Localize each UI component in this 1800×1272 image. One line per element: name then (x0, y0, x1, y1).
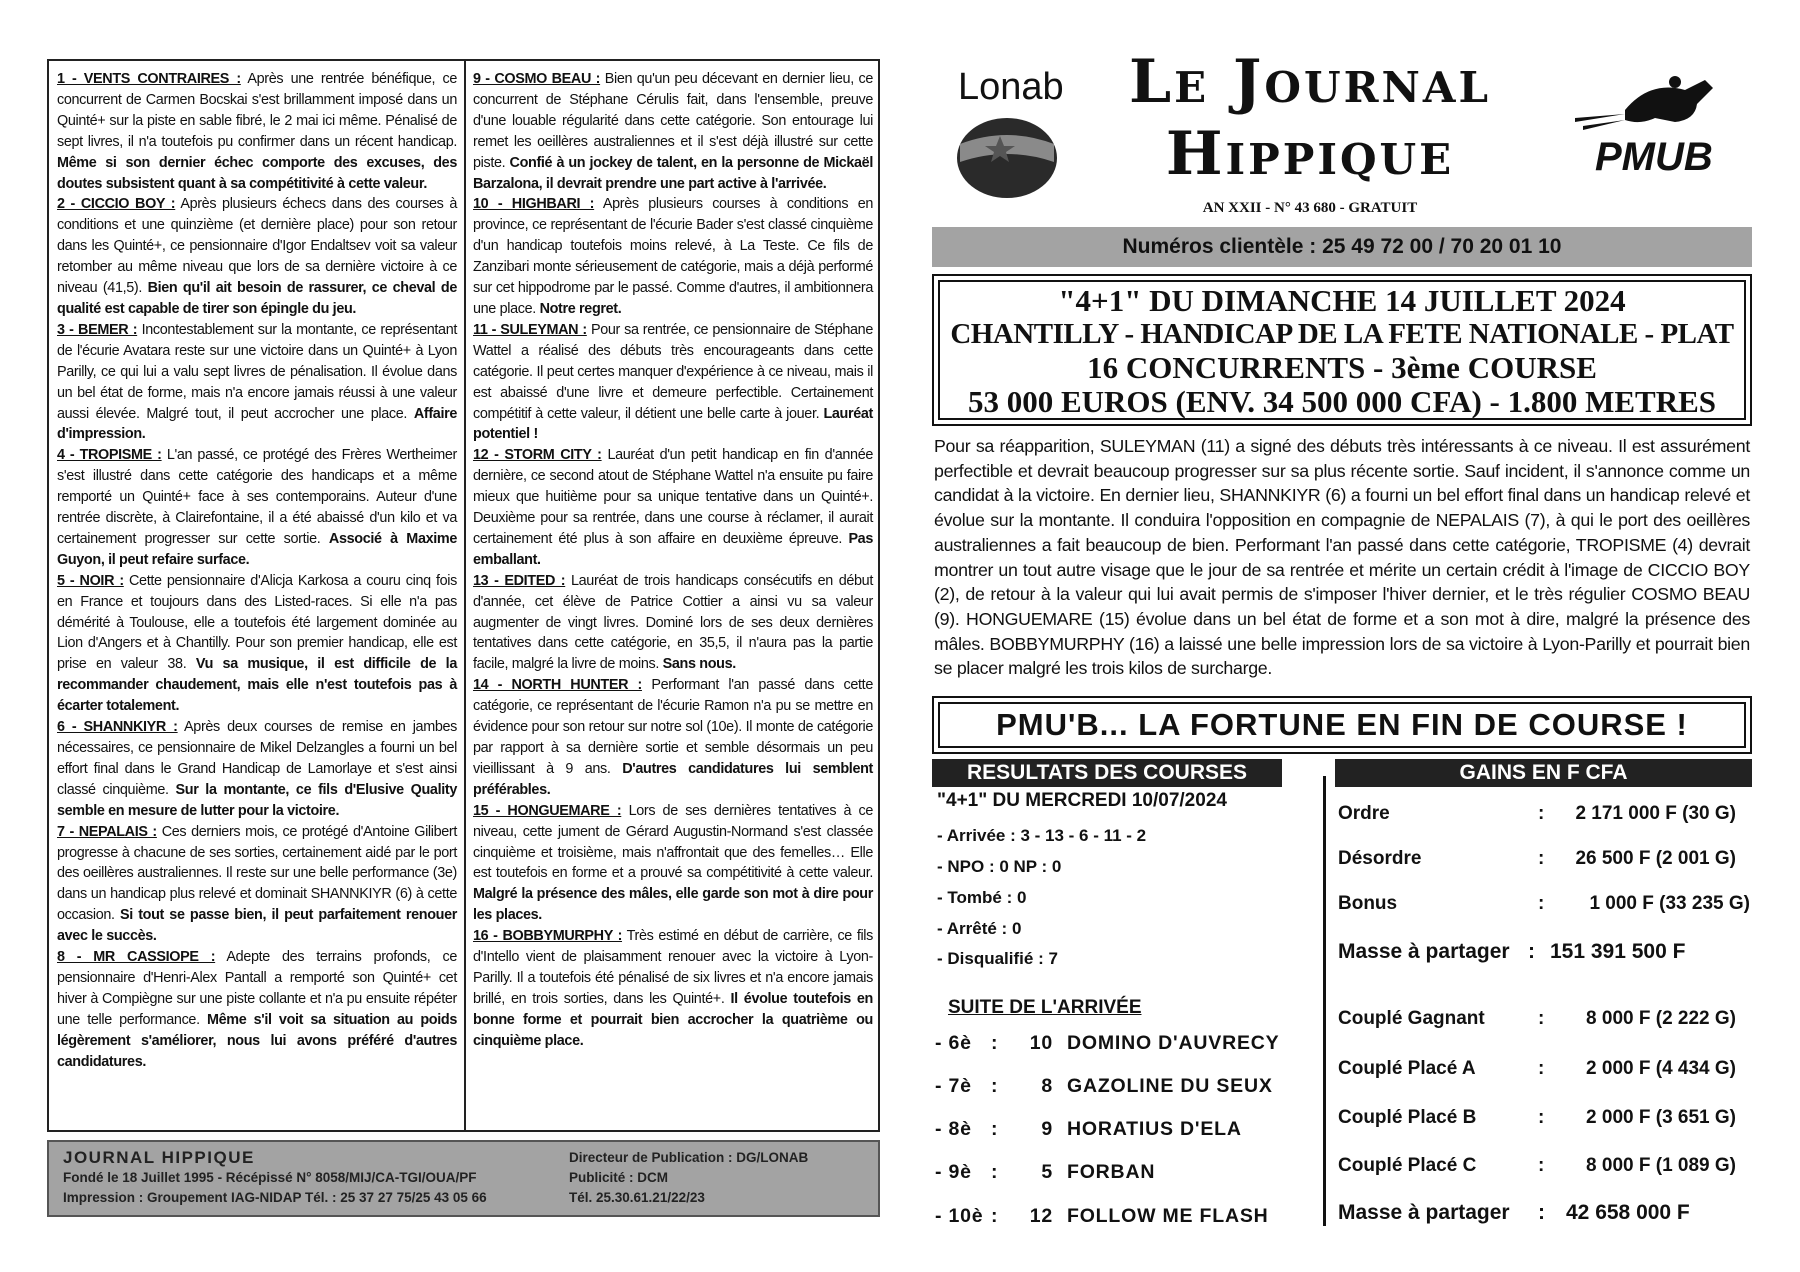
footer-director: Directeur de Publication : DG/LONAB (569, 1150, 809, 1165)
footer-journal-name: JOURNAL HIPPIQUE (63, 1148, 255, 1167)
horse-entry (57, 69, 457, 194)
gain-label: Désordre (1338, 848, 1422, 869)
gain-value: 2 000 F (4 434 G) (1586, 1058, 1736, 1079)
horse-entry-text: Lauréat de trois handicaps consécutifs en début d'année, cet élève de Patrice Cottier a ainsi vu sa valeur augmenter de vingt livres. Dominé lors de ses deux dernières tentatives dans cette catégorie, en 35,5, il n'aura pas la partie facile, malgré la livre de moins. (473, 572, 873, 673)
horse-entry-verdict: Pas emballant. (473, 530, 873, 568)
horse-entry-verdict: Lauréat potentiel ! (473, 405, 873, 443)
horse-entry-verdict: D'autres candidatures lui semblent préférables. (473, 760, 873, 798)
suite-horse-name: GAZOLINE DU SEUX (1067, 1075, 1273, 1097)
suite-colon: : (991, 1075, 999, 1097)
horse-entry (57, 194, 457, 319)
horse-entry-text: Ces derniers mois, ce protégé d'Antoine Gilibert progresse à chacune de ses sorties, certainement aidé par le port des oeillères australiennes. Il reste sur une belle performance (3e) dans un handicap plus relevé et dominait SHANNKIYR (6) à cette occasion. (57, 823, 458, 924)
customer-phone-bar: Numéros clientèle : 25 49 72 00 / 70 20 01 10 (932, 227, 1752, 267)
horse-entry-header: 1 - VENTS CONTRAIRES : (57, 71, 241, 87)
horse-entry-verdict: Même s'il voit sa situation au poids légèrement s'améliorer, nous lui avons préféré d'autres candidatures. (57, 1011, 457, 1070)
issue-number: AN XXII - N° 43 680 - GRATUIT (1202, 200, 1418, 216)
horse-entry-verdict: Bien qu'il ait besoin de rassurer, ce cheval de qualité est capable de tirer son épingle du jeu. (57, 280, 457, 317)
suite-colon: : (991, 1161, 999, 1183)
gain-value: 42 658 000 F (1566, 1201, 1690, 1224)
horse-entry-verdict: Confié à un jockey de talent, en la personne de Mickaël Barzalona, il devrait prendre une part active à l'arrivée. (473, 154, 873, 192)
gain-value: 8 000 F (2 222 G) (1586, 1008, 1736, 1029)
pmub-wordmark: PMUB (1595, 135, 1713, 179)
horse-entry-verdict: Même si son dernier échec comporte des excuses, des doutes subsistent quant à sa compétitivité à cette valeur. (57, 154, 457, 192)
suite-number: 12 (1029, 1205, 1053, 1227)
lonab-wordmark: Lonab (958, 66, 1064, 108)
horse-entry (57, 822, 457, 947)
horse-entry (57, 717, 457, 822)
gain-colon: : (1538, 1155, 1545, 1176)
horse-entry-header: 11 - SULEYMAN : (473, 321, 587, 338)
suite-place: - 8è (935, 1118, 972, 1140)
analysis-column-1 (57, 69, 457, 1073)
race-date-line: "4+1" DU DIMANCHE 14 JUILLET 2024 (1058, 283, 1626, 318)
horse-entry-verdict: Affaire d'impression. (57, 405, 457, 443)
horse-entry (473, 926, 873, 1051)
gain-label: Couplé Placé C (1338, 1155, 1477, 1176)
gain-colon: : (1538, 848, 1545, 869)
journal-title-line2: Hippique (1165, 119, 1455, 189)
suite-place: - 10è (935, 1205, 984, 1227)
result-stopped: - Arrêté : 0 (937, 919, 1022, 938)
gain-colon: : (1538, 803, 1545, 824)
horse-entry-verdict: Associé à Maxime Guyon, il peut refaire surface. (57, 530, 457, 568)
horse-entry (57, 320, 457, 445)
results-title: "4+1" DU MERCREDI 10/07/2024 (937, 790, 1227, 811)
gains-header: GAINS EN F CFA (1335, 759, 1752, 787)
suite-horse-name: HORATIUS D'ELA (1067, 1118, 1242, 1140)
suite-colon: : (991, 1118, 999, 1140)
slogan-text: PMU'B... LA FORTUNE EN FIN DE COURSE ! (938, 702, 1746, 748)
suite-horse-name: DOMINO D'AUVRECY (1067, 1032, 1280, 1054)
suite-number: 5 (1041, 1161, 1053, 1183)
horse-entry-text: Lauréat d'un petit handicap en fin d'année dernière, ce second atout de Stéphane Wattel n'a ensuite pu faire mieux que huitième pour sa unique tentative dans un Quinté+. Deuxième pour sa rentrée, dans une course à réclamer, il aurait certainement été plus à son affaire en deuxième épreuve. (473, 447, 874, 547)
gain-label: Ordre (1338, 803, 1390, 824)
horse-entry-text: Performant l'an passé dans cette catégorie, ce représentant de l'écurie Ramon n'a pu se mettre en évidence pour son retour sur notre sol (10e). Il monte de catégorie par rapport à sa dernière sortie et semble désormais un peu vieillissant à 9 ans. (473, 677, 873, 777)
horse-entry-header: 8 - MR CASSIOPE : (57, 949, 216, 966)
gain-value: 1 000 F (33 235 G) (1589, 893, 1750, 914)
horse-entry-header: 3 - BEMER : (57, 321, 138, 338)
column-divider (464, 61, 466, 1130)
horse-entry-header: 12 - STORM CITY : (473, 447, 602, 464)
suite-place: - 7è (935, 1075, 972, 1097)
gain-label: Couplé Placé A (1338, 1058, 1476, 1079)
suite-number: 10 (1029, 1032, 1053, 1054)
suite-arrival-title: SUITE DE L'ARRIVÉE (948, 997, 1142, 1018)
horse-analysis-columns (47, 59, 880, 1132)
horse-entry-text: Très estimé en début de carrière, ce fils d'Intello vient de plaisamment renouer avec la victoire à Lyon-Parilly. Il a toutefois été pénalisé de six livres et n'a encore jamais brillé, en trois sorties, dans les Quinté+. (473, 928, 874, 1007)
horse-entry-text: Cette pensionnaire d'Alicja Karkosa a couru cinq fois en France et toujours dans des Listed-races. Si elle n'a pas démérité à Toulouse, elle a toutefois été largement dominée au Lion d'Angers et à Chantilly. Pour son premier handicap, elle est prise en valeur 38. (57, 572, 457, 673)
results-header: RESULTATS DES COURSES (932, 759, 1282, 787)
horse-entry (57, 571, 457, 717)
gain-label: Couplé Placé B (1338, 1107, 1477, 1128)
analysis-column-2 (473, 69, 873, 1052)
horse-entry-header: 9 - COSMO BEAU : (473, 71, 601, 87)
horse-entry (473, 69, 873, 194)
horse-entry-header: 7 - NEPALAIS : (57, 823, 157, 840)
horse-entry-text: Bien qu'un peu décevant en dernier lieu, ce concurrent de Stéphane Cérulis fait, dans l'ensemble, preuve d'une louable régularité dans cette catégorie. Son entourage lui remet les oeillères australiennes et il s'est déjà illustré sur cette piste. (473, 71, 873, 171)
horse-entry-header: 4 - TROPISME : (57, 447, 162, 464)
horse-entry-text: Lors de ses dernières tentatives à ce niveau, cette jument de Gérard Augustin-Normand s'est classée cinquième et troisième, mais n'affrontait que des femelles… Elle est toutefois en forme et a prouvé sa compétitivité à cette valeur. (473, 802, 874, 882)
horse-entry-header: 14 - NORTH HUNTER : (473, 677, 642, 694)
horse-entry-header: 13 - EDITED : (473, 572, 566, 589)
gain-value: 8 000 F (1 089 G) (1586, 1155, 1736, 1176)
gain-colon: : (1528, 940, 1535, 963)
gain-colon: : (1538, 893, 1545, 914)
gain-value: 2 171 000 F (30 G) (1575, 803, 1736, 824)
footer-tel: Tél. 25.30.61.21/22/23 (569, 1190, 705, 1205)
gain-colon: : (1538, 1058, 1545, 1079)
result-npo: - NPO : 0 NP : 0 (937, 857, 1062, 876)
horse-entry-verdict: Il évolue toutefois en bonne forme et pourrait bien accrocher la quatrième ou cinquième place. (473, 990, 873, 1049)
horse-entry-text: Incontestablement sur la montante, ce représentant de l'écurie Avatara reste sur une victoire dans un Quinté+ à Lyon Parilly, ce qui lui a valu sept livres de pénalisation. Il évolue dans un bel état de forme, mais n'a encore jamais réussi à une valeur aussi élevée. Malgré tout, il peut accrocher une place. (57, 321, 457, 422)
horse-entry-header: 16 - BOBBYMURPHY : (473, 928, 623, 945)
slogan-box (932, 696, 1752, 754)
horse-entry-text: Après une rentrée bénéfique, ce concurrent de Carmen Bocskai s'est brillamment imposé dans un Quinté+ sur la piste en sable fibré, le 2 mai ici même. Pénalisé de sept livres, il n'a toutefois pu confirmer dans un récent handicap. (57, 71, 457, 150)
horse-entry (57, 947, 457, 1072)
horse-entry-verdict: Si tout se passe bien, il peut parfaitement renouer avec le succès. (57, 907, 458, 945)
horse-entry-header: 2 - CICCIO BOY : (57, 196, 176, 213)
horse-entry (473, 675, 873, 800)
suite-horse-name: FOLLOW ME FLASH (1067, 1205, 1269, 1227)
gain-label: Bonus (1338, 893, 1398, 914)
horse-entry-text: L'an passé, ce protégé des Frères Wertheimer s'est illustré dans cette catégorie des handicaps et a même remporté un Quinté+ face à ses contemporains. Auteur d'une rentrée discrète, à Clairefontaine, il a été abaissé d'un kilo et va certainement progresser sur cette sortie. (57, 447, 457, 547)
gain-value: 2 000 F (3 651 G) (1586, 1107, 1736, 1128)
horse-entry-header: 5 - NOIR : (57, 572, 124, 589)
gain-colon: : (1538, 1107, 1545, 1128)
race-prize-line: 53 000 EUROS (ENV. 34 500 000 CFA) - 1.800 METRES (967, 384, 1717, 419)
suite-horse-name: FORBAN (1067, 1161, 1156, 1183)
result-arrival: - Arrivée : 3 - 13 - 6 - 11 - 2 (937, 826, 1147, 845)
horse-entry-header: 10 - HIGHBARI : (473, 196, 595, 213)
horse-entry (473, 571, 873, 676)
gain-label: Masse à partager (1338, 940, 1510, 963)
horse-entry-verdict: Notre regret. (539, 300, 622, 317)
gain-label: Couplé Gagnant (1338, 1008, 1485, 1029)
gain-value: 151 391 500 F (1550, 940, 1686, 963)
results-divider (1323, 776, 1326, 1226)
horse-entry (473, 320, 873, 445)
horse-entry (57, 445, 457, 570)
gain-value: 26 500 F (2 001 G) (1575, 848, 1736, 869)
horse-entry (473, 801, 873, 926)
horse-entry-header: 6 - SHANNKIYR : (57, 719, 178, 736)
race-venue-line: CHANTILLY - HANDICAP DE LA FETE NATIONALE - PLAT (950, 318, 1734, 350)
horse-entry-verdict: Malgré la présence des mâles, elle garde son mot à dire pour les places. (473, 886, 873, 924)
gain-colon: : (1538, 1201, 1545, 1224)
horse-entry-text: Après plusieurs échecs dans des courses à conditions et une quinzième (et dernière place) pour son retour dans les Quinté+, ce pensionnaire d'Igor Endaltsev voit sa valeur retomber au même niveau que lors de sa dernière victoire à ce niveau (41,5). (57, 196, 457, 297)
horse-entry-header: 15 - HONGUEMARE : (473, 802, 622, 819)
horse-entry (473, 445, 873, 570)
footer-publicity: Publicité : DCM (569, 1170, 669, 1185)
horse-entry-text: Après deux courses de remise en jambes nécessaires, ce pensionnaire de Mikel Delzangles a fourni un bel effort final dans le Grand Handicap de Lamorlaye et s'est ainsi classé cinquième. (57, 719, 457, 798)
horse-entry-text: Après plusieurs courses à conditions en province, ce représentant de l'écurie Bader s'est classé cinquième d'un handicap toutefois moins relevé, à La Teste. Ce fils de Zanzibari monte sérieusement de catégorie, mais a déjà performé sur cet hippodrome par le passé. Comme d'autres, il ambitionnera une place. (473, 196, 873, 317)
pmub-logo (1555, 70, 1735, 180)
gain-colon: : (1538, 1008, 1545, 1029)
suite-number: 9 (1041, 1118, 1053, 1140)
suite-number: 8 (1041, 1075, 1053, 1097)
suite-colon: : (991, 1205, 999, 1227)
horse-entry-verdict: Sans nous. (662, 656, 736, 673)
race-info-box (932, 274, 1752, 426)
footer-founded: Fondé le 18 Juillet 1995 - Récépissé N° 8058/MIJ/CA-TGI/OUA/PF (63, 1170, 477, 1185)
horse-entry-verdict: Sur la montante, ce fils d'Elusive Quality semble en mesure de lutter pour la victoire. (57, 781, 457, 819)
gain-label: Masse à partager (1338, 1201, 1510, 1224)
footer-printing: Impression : Groupement IAG-NIDAP Tél. : 25 37 27 75/25 43 05 66 (63, 1190, 487, 1205)
horse-entry-verdict: Vu sa musique, il est difficile de la recommander chaudement, mais elle n'est toutefois pas à écarter totalement. (57, 656, 457, 715)
horse-entry-text: Adepte des terrains profonds, ce pensionnaire d'Henri-Alex Pantall a remporté son Quinté+ cet hiver à Compiègne sur une piste collante et n'a pu ensuite répéter une telle performance. (57, 949, 457, 1028)
suite-place: - 9è (935, 1161, 972, 1183)
publication-footer (47, 1140, 880, 1217)
race-summary: Pour sa réapparition, SULEYMAN (11) a signé des débuts très intéressants à ce niveau. Il est assurément perfectible et devrait beaucoup progresser sur sa plus récente sortie. Sauf incident, il s'annonce comme un candidat à la victoire. En dernier lieu, SHANNKIYR (6) a fourni un bel effort final dans un handicap relevé et évolue sur la montante. Il conduira l'opposition en compagnie de NEPALAIS (7), à qui le port des oeillères australiennes a fait beaucoup de bien. Performant l'an passé dans cette catégorie, TROPISME (4) devrait montrer un tout autre visage que le jour de sa rentrée et mérite un certain crédit à l'image de CICCIO BOY (2), de retour à la valeur qui lui avait permis de s'imposer l'hiver dernier, et le très régulier COSMO BEAU (9). HONGUEMARE (15) évolue dans un bel état de forme et a son mot à dire, malgré la présence des mâles. BOBBYMURPHY (16) a laissé une belle impression lors de sa victoire à Lyon-Parilly et pourrait bien se placer malgré les trois kilos de surcharge. (934, 436, 1750, 679)
result-disqualified: - Disqualifié : 7 (937, 949, 1058, 968)
horse-entry-text: Pour sa rentrée, ce pensionnaire de Stéphane Wattel a réalisé des débuts très encourageants dans cette catégorie. Il peut certes manquer d'expérience à ce niveau, mais il est abaissé d'une livre et demeure perfectible. Certainement compétitif à cette valeur, il détient une belle carte à jouer. (473, 321, 873, 422)
result-fallen: - Tombé : 0 (937, 888, 1027, 907)
suite-place: - 6è (935, 1032, 972, 1054)
race-runners-line: 16 CONCURRENTS - 3ème COURSE (1087, 350, 1597, 385)
horse-entry (473, 194, 873, 319)
suite-colon: : (991, 1032, 999, 1054)
journal-title-line1: Le Journal (1128, 47, 1492, 117)
